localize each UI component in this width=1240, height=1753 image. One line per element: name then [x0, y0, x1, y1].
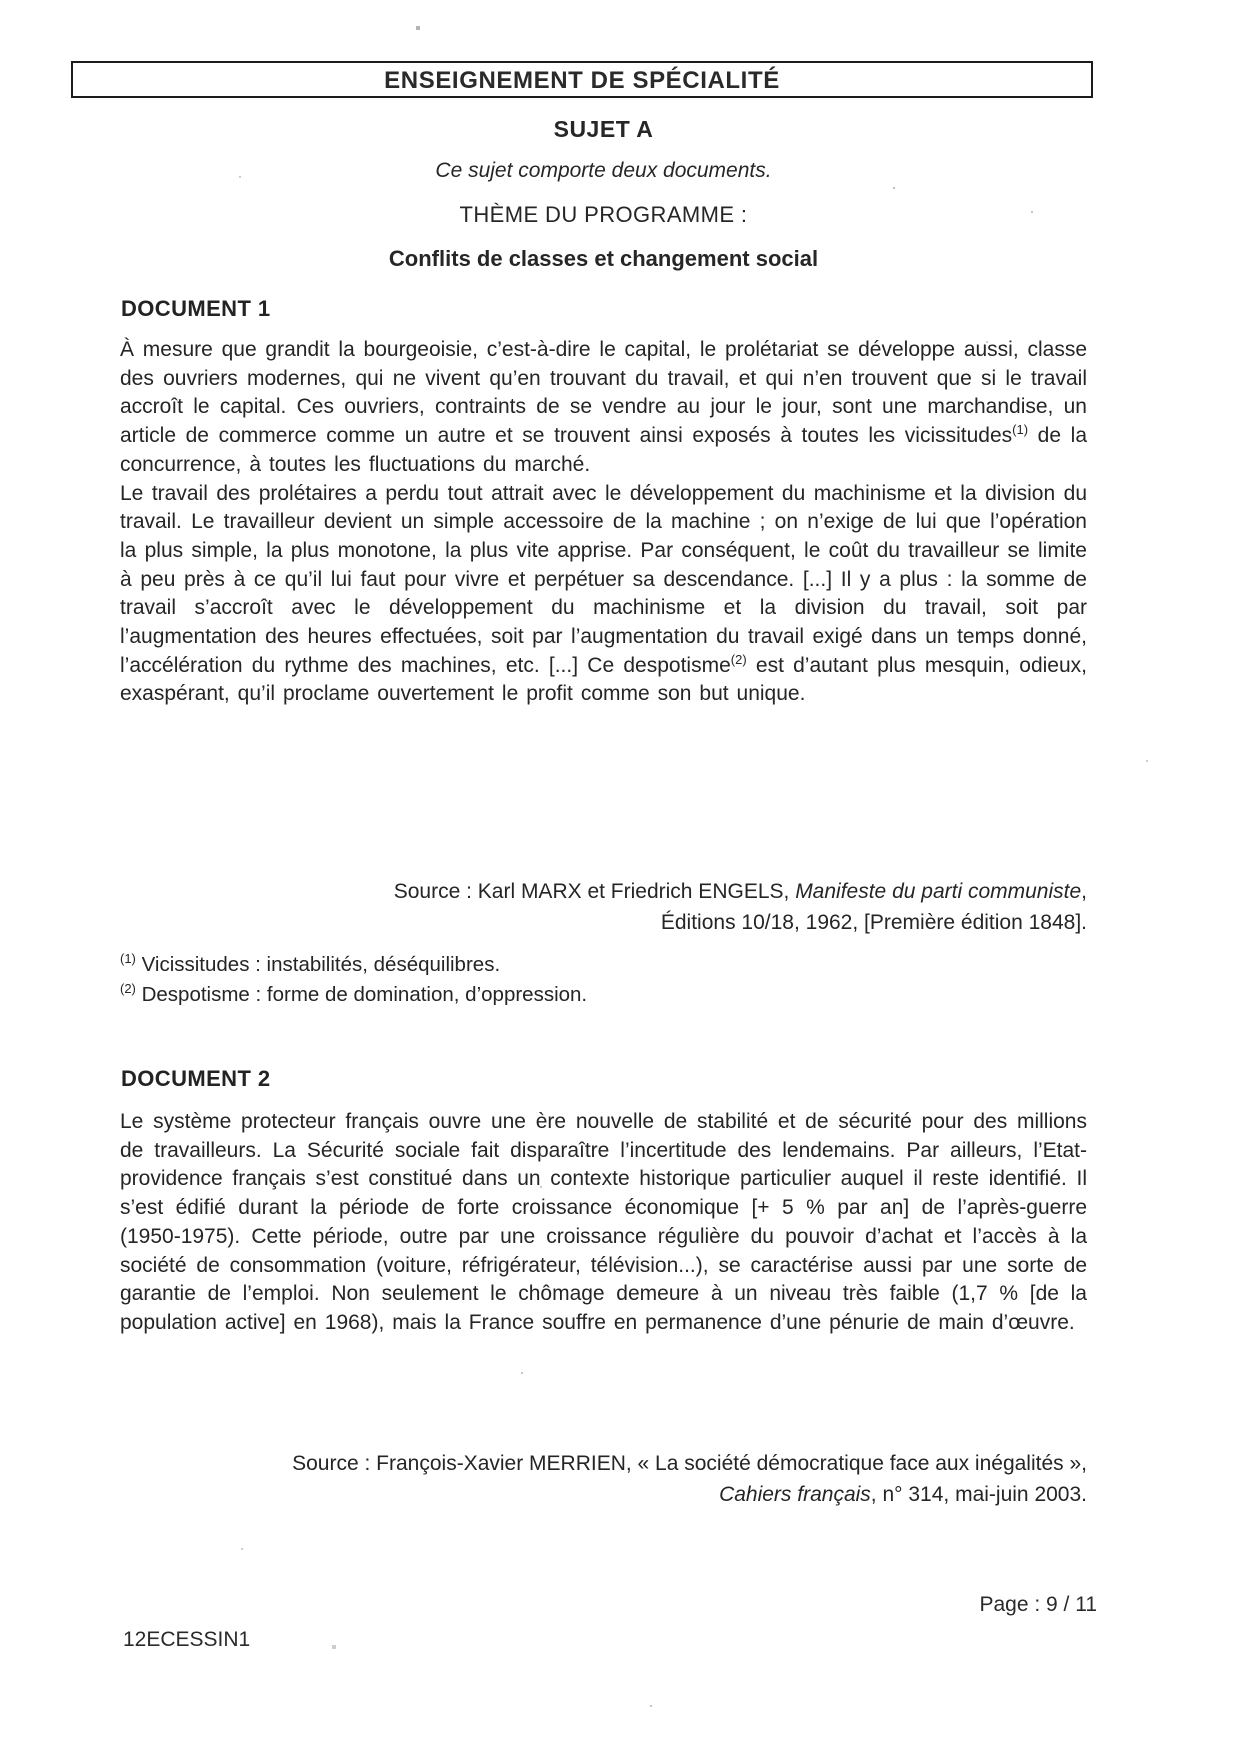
- subject-heading: SUJET A: [553, 116, 654, 142]
- paragraph-text: est d’autant plus mesquin, odieux, exaspérant, qu’il proclame ouvertement le profit comme son but unique.: [120, 653, 1087, 706]
- subject-notice: Ce sujet comporte deux documents.: [435, 159, 772, 182]
- document1-source: [120, 876, 1087, 938]
- source-line-2: Éditions 10/18, 1962, [Première édition 1848].: [660, 911, 1087, 934]
- footnote-1-number: (1): [120, 951, 136, 966]
- footnotes: [120, 950, 1087, 1010]
- document2-heading: DOCUMENT 2: [121, 1066, 271, 1091]
- footnote-1-text: Vicissitudes : instabilités, déséquilibres.: [135, 953, 501, 976]
- page-title: ENSEIGNEMENT DE SPÉCIALITÉ: [384, 66, 780, 94]
- source-line-1: [120, 876, 1087, 907]
- footnote-ref-2: (2): [730, 651, 747, 667]
- paragraph-text: Le travail des prolétaires a perdu tout attrait avec le développement du machinisme et la division du travail. Le travailleur devient un simple accessoire de la machine ; on n’exige de lui que l’opération la plus simple, la plus monotone, la plus vite apprise. Par conséquent, le coût du travailleur se limite à peu près à ce qu’il lui faut pour vivre et perpétuer sa descendance. [...] Il y a plus : la somme de travail s’accroît avec le développement du machinisme et la division du travail, soit par l’augmentation des heures effectuées, soit par l’augmentation du travail exigé dans un temps donné, l’accélération du rythme des machines, etc. [...] Ce despotisme: [120, 481, 1087, 677]
- scan-speckles: [0, 0, 2, 2]
- document2-source: [120, 1448, 1087, 1510]
- footnote-2: [120, 980, 1087, 1010]
- source-work-title: Manifeste du parti communiste: [795, 880, 1082, 903]
- theme-label: THÈME DU PROGRAMME :: [459, 202, 748, 227]
- theme-title: Conflits de classes et changement social: [388, 246, 819, 271]
- footnote-1: [120, 950, 1087, 980]
- document1-paragraph-2: [120, 480, 1087, 710]
- source-text: ,: [1081, 880, 1087, 903]
- document-code: 12ECESSIN1: [123, 1628, 251, 1651]
- document1-paragraph-1: [120, 336, 1087, 480]
- document2-text: [120, 1108, 1087, 1338]
- source-journal-title: Cahiers français: [719, 1483, 871, 1506]
- document1-text: [120, 336, 1087, 709]
- document2-paragraph-1: Le système protecteur français ouvre une ère nouvelle de stabilité et de sécurité pour des millions de travailleurs. La Sécurité sociale fait disparaître l’incertitude des lendemains. Par ailleurs, l’Etat-providence français s’est constitué dans un contexte historique particulier auquel il reste identifié. Il s’est édifié durant la période de forte croissance économique [+ 5 % par an] de l’après-guerre (1950-1975). Cette période, outre par une croissance régulière du pouvoir d’achat et l’accès à la société de consommation (voiture, réfrigérateur, télévision...), se caractérise aussi par une sorte de garantie de l’emploi. Non seulement le chômage demeure à un niveau très faible (1,7 % [de la population active] en 1968), mais la France souffre en permanence d’une pénurie de main d’œuvre.: [120, 1110, 1087, 1334]
- footnote-ref-1: (1): [1012, 422, 1029, 438]
- source-text: , n° 314, mai-juin 2003.: [870, 1483, 1087, 1506]
- document1-heading: DOCUMENT 1: [121, 296, 271, 321]
- source-line-1: Source : François-Xavier MERRIEN, « La société démocratique face aux inégalités »,: [292, 1452, 1087, 1475]
- source-text: Source : Karl MARX et Friedrich ENGELS,: [393, 880, 796, 903]
- source-line-2: [120, 1479, 1087, 1510]
- paragraph-text: À mesure que grandit la bourgeoisie, c’est-à-dire le capital, le prolétariat se développe aussi, classe des ouvriers modernes, qui ne vivent qu’en trouvant du travail, et qui n’en trouvent que si le travail accroît le capital. Ces ouvriers, contraints de se vendre au jour le jour, sont une marchandise, un article de commerce comme un autre et se trouvent ainsi exposés à toutes les vicissitudes: [120, 338, 1087, 448]
- page-number: Page : 9 / 11: [979, 1593, 1097, 1616]
- header-box: [71, 61, 1093, 98]
- footnote-2-text: Despotisme : forme de domination, d’oppression.: [135, 983, 588, 1006]
- paragraph-text: de la concurrence, à toutes les fluctuations du marché.: [120, 424, 1087, 476]
- footnote-2-number: (2): [120, 981, 136, 996]
